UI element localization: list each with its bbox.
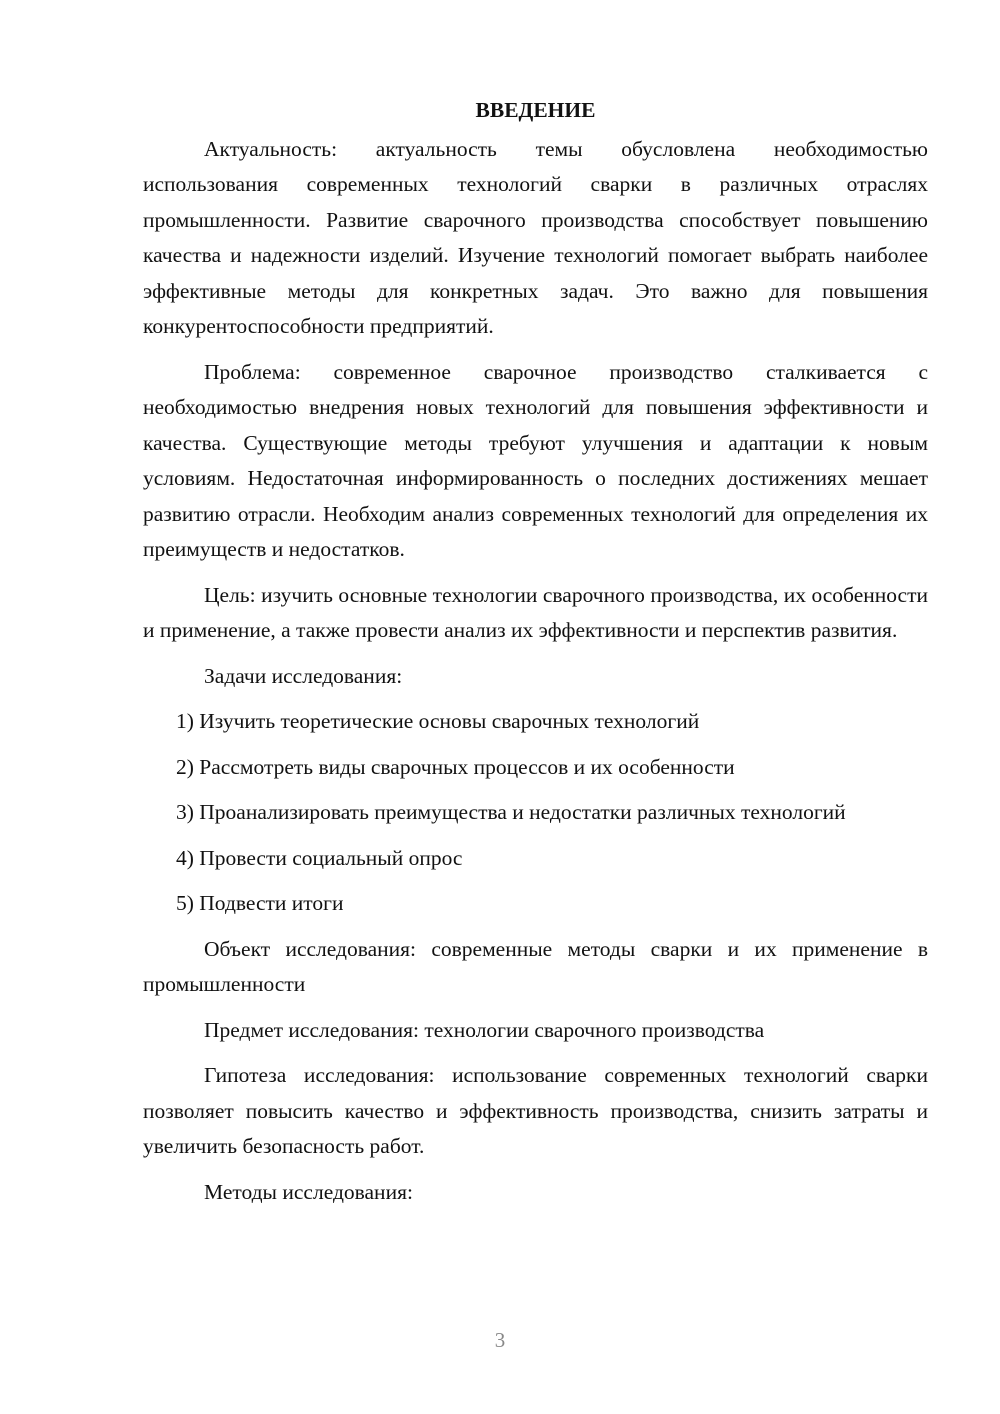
page-content: [143, 93, 928, 1210]
section-title: ВВЕДЕНИЕ: [475, 98, 596, 122]
hypothesis-paragraph: Гипотеза исследования: использование современных технологий сварки позволяет повысить качество и эффективность производства, снизить затраты и увеличить безопасность работ.: [143, 1063, 928, 1158]
task-item-5: 5) Подвести итоги: [176, 891, 344, 915]
subject-paragraph: Предмет исследования: технологии сварочного производства: [204, 1017, 765, 1042]
task-item-3: 3) Проанализировать преимущества и недостатки различных технологий: [176, 800, 846, 824]
task-item-2: 2) Рассмотреть виды сварочных процессов и их особенности: [176, 754, 735, 779]
task-item-4: 4) Провести социальный опрос: [176, 845, 463, 870]
problem-paragraph: Проблема: современное сварочное производство сталкивается с необходимостью внедрения новых технологий для повышения эффективности и качества. Существующие методы требуют улучшения и адаптации к новым условиям. Недостаточная информированность о последних достижениях мешает развитию отрасли. Необходим анализ современных технологий для определения их преимуществ и недостатков.: [143, 359, 928, 561]
task-item-1: 1) Изучить теоретические основы сварочных технологий: [176, 709, 700, 733]
tasks-heading: Задачи исследования:: [204, 663, 403, 688]
goal-paragraph: Цель: изучить основные технологии сварочного производства, их особенности и применение, а также провести анализ их эффективности и перспектив развития.: [143, 582, 928, 642]
relevance-paragraph: Актуальность: актуальность темы обусловлена необходимостью использования современных технологий сварки в различных отраслях промышленности. Развитие сварочного производства способствует повышению качества и надежности изделий. Изучение технологий помогает выбрать наиболее эффективные методы для конкретных задач. Это важно для повышения конкурентоспособности предприятий.: [143, 136, 928, 338]
object-paragraph: Объект исследования: современные методы сварки и их применение в промышленности: [143, 936, 928, 996]
methods-heading: Методы исследования:: [204, 1179, 413, 1204]
page-number: 3: [494, 1328, 506, 1352]
